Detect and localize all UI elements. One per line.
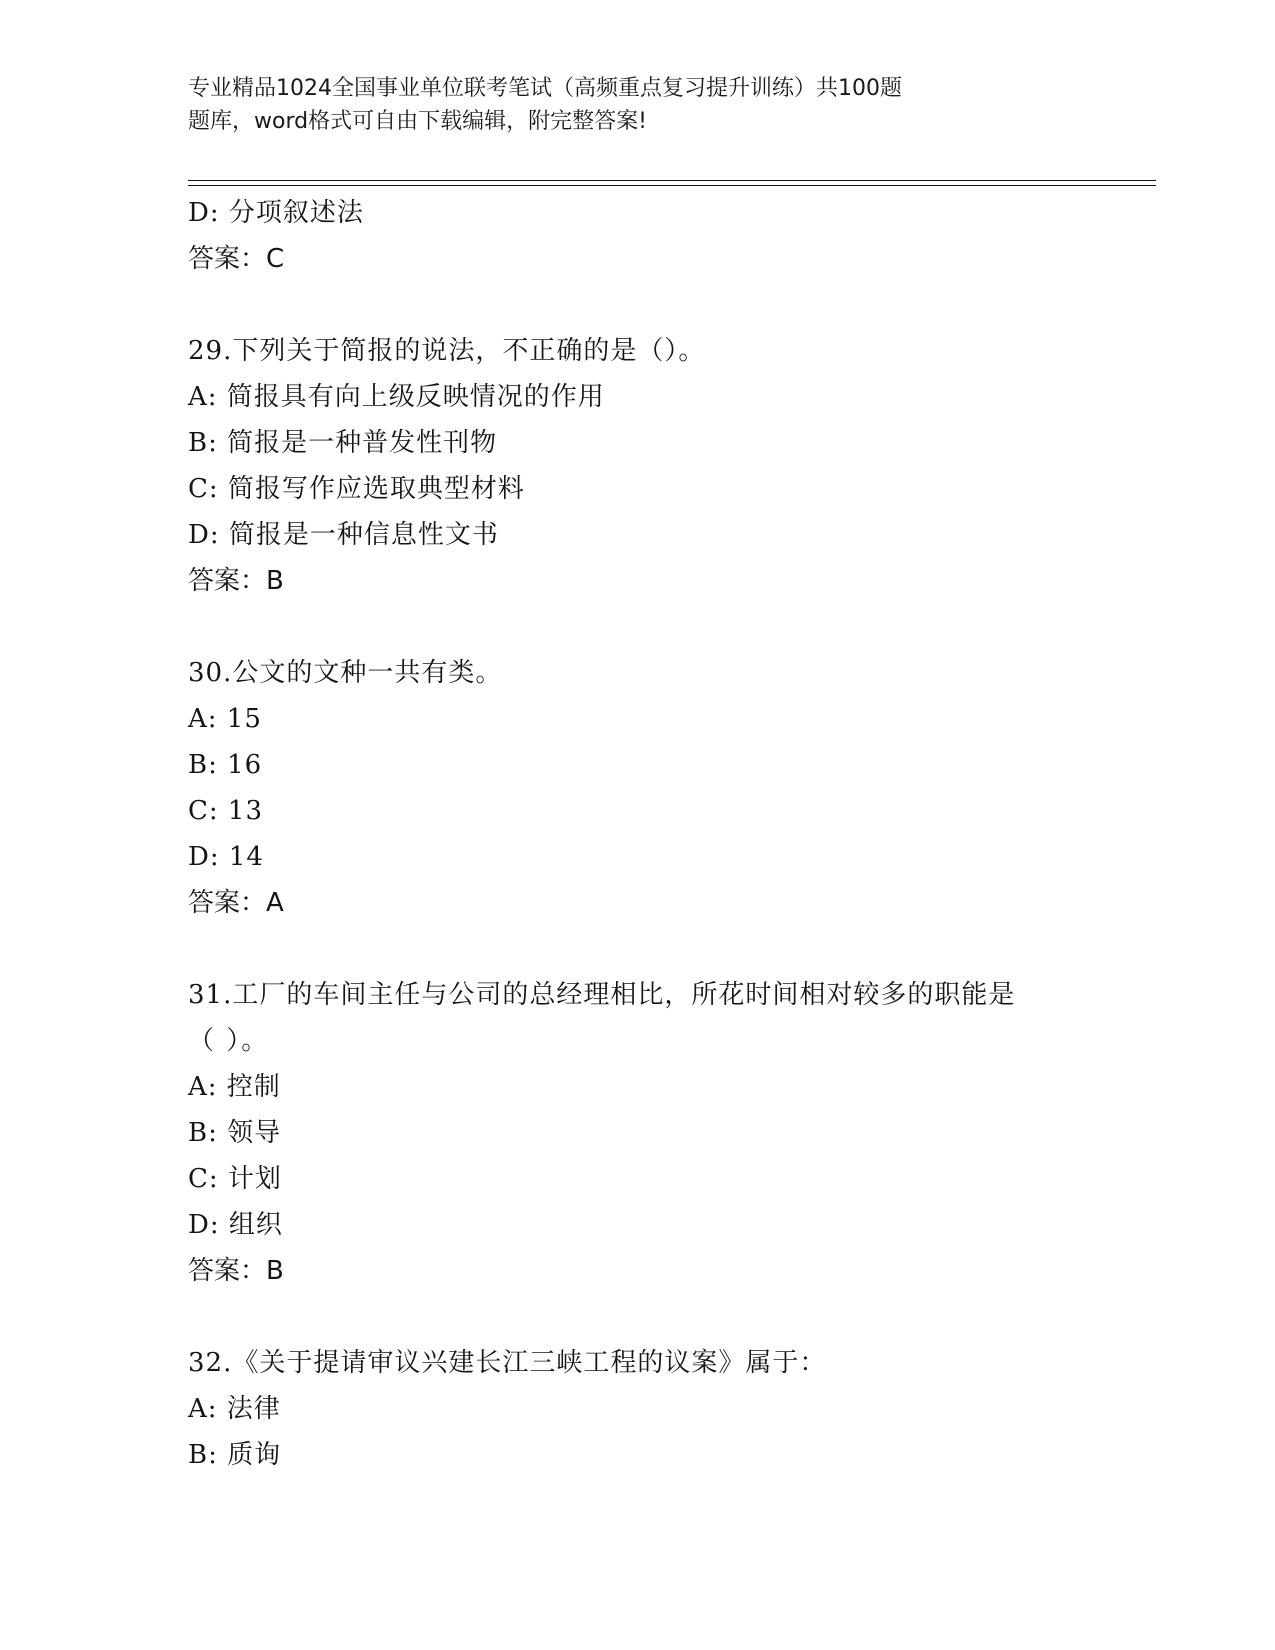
question-block-31	[188, 972, 1148, 1294]
option-b: B: 质询	[188, 1440, 282, 1470]
question-block-29	[188, 328, 1148, 604]
question-block-30	[188, 650, 1148, 926]
option-a: A: 法律	[188, 1394, 281, 1424]
document-header	[188, 72, 1048, 138]
question-stem: 31.工厂的车间主任与公司的总经理相比，所花时间相对较多的职能是	[188, 980, 1016, 1010]
option-d: D: 分项叙述法	[188, 198, 364, 228]
option-a: A: 15	[188, 704, 262, 734]
header-rule-top	[188, 180, 1156, 181]
question-stem-continuation: （ ）。	[188, 1026, 270, 1056]
spacer	[188, 604, 1148, 650]
option-b: B: 领导	[188, 1118, 282, 1148]
answer-line: 答案：B	[188, 1256, 284, 1286]
question-block-32	[188, 1340, 1148, 1478]
option-a: A: 简报具有向上级反映情况的作用	[188, 382, 605, 412]
spacer	[188, 282, 1148, 328]
option-c: C: 13	[188, 796, 264, 826]
question-stem: 29.下列关于简报的说法，不正确的是（）。	[188, 336, 706, 366]
header-line-1: 专业精品1024全国事业单位联考笔试（高频重点复习提升训练）共100题	[188, 76, 902, 101]
spacer	[188, 1294, 1148, 1340]
option-d: D: 组织	[188, 1210, 283, 1240]
answer-line: 答案：B	[188, 566, 284, 596]
question-stem: 30.公文的文种一共有类。	[188, 658, 503, 688]
option-c: C: 计划	[188, 1164, 282, 1194]
question-block-prev	[188, 190, 1148, 282]
question-list	[188, 190, 1148, 1478]
option-b: B: 简报是一种普发性刊物	[188, 428, 498, 458]
header-rule-bottom	[188, 185, 1156, 186]
answer-line: 答案：C	[188, 244, 285, 274]
option-c: C: 简报写作应选取典型材料	[188, 474, 525, 504]
option-d: D: 14	[188, 842, 264, 872]
spacer	[188, 926, 1148, 972]
option-d: D: 简报是一种信息性文书	[188, 520, 499, 550]
question-stem: 32.《关于提请审议兴建长江三峡工程的议案》属于：	[188, 1348, 827, 1378]
option-a: A: 控制	[188, 1072, 281, 1102]
header-line-2: 题库，word格式可自由下载编辑，附完整答案!	[188, 109, 647, 134]
answer-line: 答案：A	[188, 888, 284, 918]
option-b: B: 16	[188, 750, 263, 780]
